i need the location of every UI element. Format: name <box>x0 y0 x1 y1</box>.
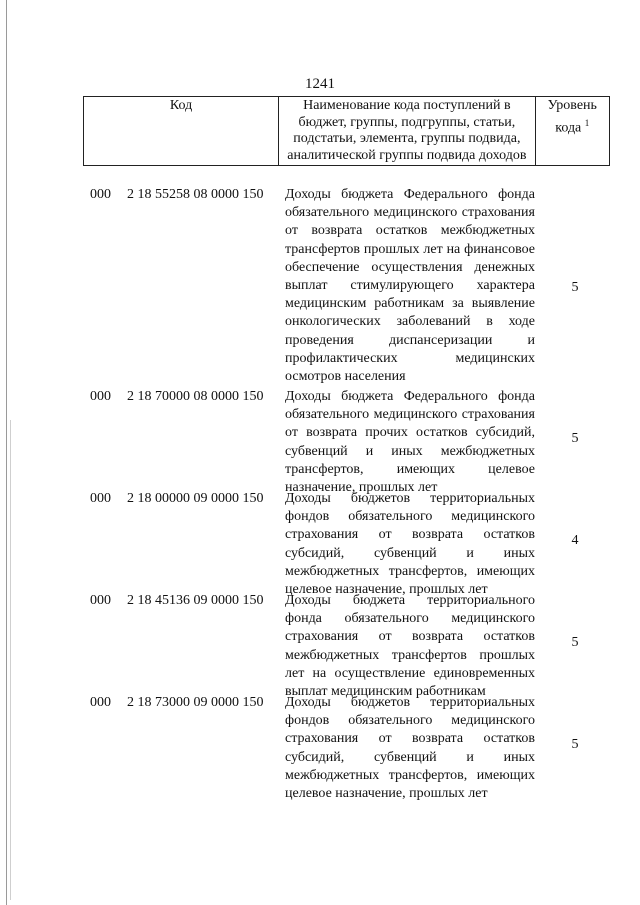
code-level: 5 <box>571 280 579 295</box>
aggregate-code: 000 <box>90 695 111 710</box>
code-level: 4 <box>571 533 579 548</box>
revenue-name: Доходы бюджета территориального фонда обязательного медицинского страхования от возврата остатков межбюджетных трансфертов прошлых лет на осуществление единовременных выплат медицинским работникам <box>285 593 535 700</box>
code-level: 5 <box>571 431 579 446</box>
scan-edge-line <box>10 420 11 900</box>
code-level: 5 <box>571 635 579 650</box>
table-header <box>83 96 610 166</box>
revenue-name: Доходы бюджета Федерального фонда обязательного медицинского страхования от возврата прочих остатков субсидий, субвенций и иных межбюджетных трансфертов, имеющих целевое назначение, прошлых лет <box>285 389 535 496</box>
revenue-code: 2 18 70000 08 0000 150 <box>127 389 264 404</box>
footnote-marker: 1 <box>584 117 590 128</box>
header-code: Код <box>84 97 279 166</box>
scan-edge-line <box>6 0 7 905</box>
header-name: Наименование кода поступлений в бюджет, группы, подгруппы, статьи, подстатьи, элемента, группы подвида, аналитической группы подвида доходов <box>279 97 535 166</box>
header-level-label: Уровень кода <box>547 98 597 136</box>
revenue-code: 2 18 45136 09 0000 150 <box>127 593 264 608</box>
code-level: 5 <box>571 737 579 752</box>
revenue-name: Доходы бюджетов территориальных фондов обязательного медицинского страхования от возврата остатков субсидий, субвенций и иных межбюджетных трансфертов, имеющих целевое назначение, прошлых лет <box>285 491 535 598</box>
revenue-code: 2 18 55258 08 0000 150 <box>127 187 264 202</box>
aggregate-code: 000 <box>90 593 111 608</box>
revenue-name: Доходы бюджетов территориальных фондов обязательного медицинского страхования от возврата остатков субсидий, субвенций и иных межбюджетных трансфертов, имеющих целевое назначение, прошлых лет <box>285 695 535 802</box>
header-level <box>535 97 609 166</box>
aggregate-code: 000 <box>90 187 111 202</box>
aggregate-code: 000 <box>90 491 111 506</box>
revenue-name: Доходы бюджета Федерального фонда обязательного медицинского страхования от возврата остатков межбюджетных трансфертов прошлых лет на финансовое обеспечение осуществления денежных выплат стимулирующего характера медицинским работникам за выявление онкологических заболеваний в ходе проведения диспансеризации и профилактических медицинских осмотров населения <box>285 187 535 385</box>
revenue-code: 2 18 00000 09 0000 150 <box>127 491 264 506</box>
revenue-code: 2 18 73000 09 0000 150 <box>127 695 264 710</box>
page-number: 1241 <box>305 76 335 92</box>
aggregate-code: 000 <box>90 389 111 404</box>
